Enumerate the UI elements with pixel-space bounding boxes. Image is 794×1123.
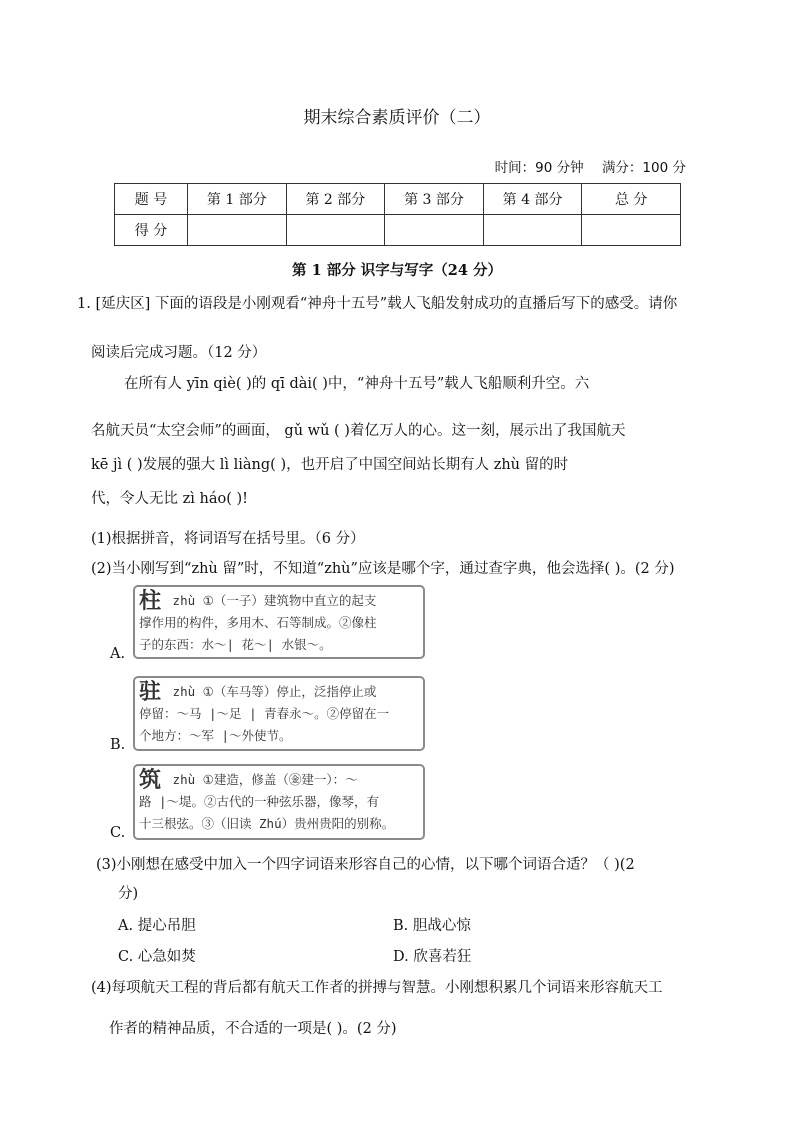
choice-a[interactable]: A. 提心吊胆	[118, 918, 196, 934]
entry-char: 驻	[139, 679, 162, 705]
score-cell[interactable]	[582, 215, 681, 246]
dictionary-entry-b[interactable]: 驻 zhù ①（车马等）停止，泛指停止或 停留：～马 |～足 | 青春永～。②停留在一 个地方：～军 |～外使节。	[133, 676, 425, 751]
page-title: 期末综合素质评价（二）	[303, 108, 491, 128]
q1-stem-line2: 阅读后完成习题。（12 分）	[91, 345, 267, 361]
section-heading: 第 1 部分 识字与写字（24 分）	[292, 262, 502, 279]
passage-line4: 代，令人无比 zì háo( )!	[91, 491, 248, 507]
table-header-cell: 总 分	[582, 184, 681, 215]
table-header-cell: 第 1 部分	[188, 184, 287, 215]
time-limit: 时间：90 分钟	[494, 160, 584, 176]
entry-char: 柱	[139, 588, 162, 614]
dictionary-entry-c[interactable]: 筑 zhù ①建造，修盖（㊎建一）：～ 路 |～堤。②古代的一种弦乐器，像琴，有 十三根弦。③（旧读 Zhú）贵州贵阳的别称。	[133, 764, 425, 840]
table-header-cell: 题 号	[115, 184, 188, 215]
table-row	[115, 215, 681, 246]
table-header-cell: 第 2 部分	[286, 184, 385, 215]
choice-d[interactable]: D. 欣喜若狂	[393, 949, 472, 965]
score-cell[interactable]	[385, 215, 484, 246]
q1-stem-line1: 1. [延庆区] 下面的语段是小刚观看“神舟十五号”载人飞船发射成功的直播后写下的感受。请你	[77, 296, 678, 312]
score-cell[interactable]	[286, 215, 385, 246]
sub-question-4-cont: 作者的精神品质，不合适的一项是( )。(2 分)	[109, 1021, 397, 1037]
option-a-label: A.	[110, 646, 126, 662]
table-header-cell: 第 4 部分	[483, 184, 582, 215]
sub-question-3: (3)小刚想在感受中加入一个四字词语来形容自己的心情，以下哪个词语合适？（ )(2	[96, 857, 635, 873]
choice-c[interactable]: C. 心急如焚	[118, 949, 196, 965]
sub-question-3-cont: 分)	[118, 886, 139, 902]
option-c-label: C.	[110, 825, 126, 841]
score-table	[114, 183, 681, 246]
full-score: 满分：100 分	[601, 160, 686, 176]
sub-question-4: (4)每项航天工程的背后都有航天工作者的拼搏与智慧。小刚想积累几个词语来形容航天工	[91, 980, 663, 996]
table-header-cell: 第 3 部分	[385, 184, 484, 215]
exam-meta	[481, 156, 686, 176]
sub-question-2: (2)当小刚写到“zhù 留”时，不知道“zhù”应该是哪个字，通过查字典，他会选择( )。(2 分)	[91, 561, 675, 577]
dictionary-entry-a[interactable]: 柱 zhù ①（一子）建筑物中直立的起支 撑作用的构件，多用木、石等制成。②像柱 子的东西：水～| 花～| 水银～。	[133, 585, 425, 659]
score-row-label: 得 分	[115, 215, 188, 246]
entry-char: 筑	[139, 767, 162, 793]
passage-line1: 在所有人 yīn qiè( )的 qī dài( )中，“神舟十五号”载人飞船顺利升空。六	[124, 376, 590, 392]
table-header-row	[115, 184, 681, 215]
choice-b[interactable]: B. 胆战心惊	[393, 918, 471, 934]
passage-line3: kē jì ( )发展的强大 lì liàng( )，也开启了中国空间站长期有人 zhù 留的时	[91, 457, 569, 473]
score-cell[interactable]	[483, 215, 582, 246]
score-cell[interactable]	[188, 215, 287, 246]
passage-line2: 名航天员“太空会师”的画面， gǔ wǔ ( )着亿万人的心。这一刻，展示出了我国航天	[91, 423, 626, 439]
sub-question-1: (1)根据拼音，将词语写在括号里。（6 分）	[91, 531, 365, 547]
option-b-label: B.	[110, 737, 126, 753]
